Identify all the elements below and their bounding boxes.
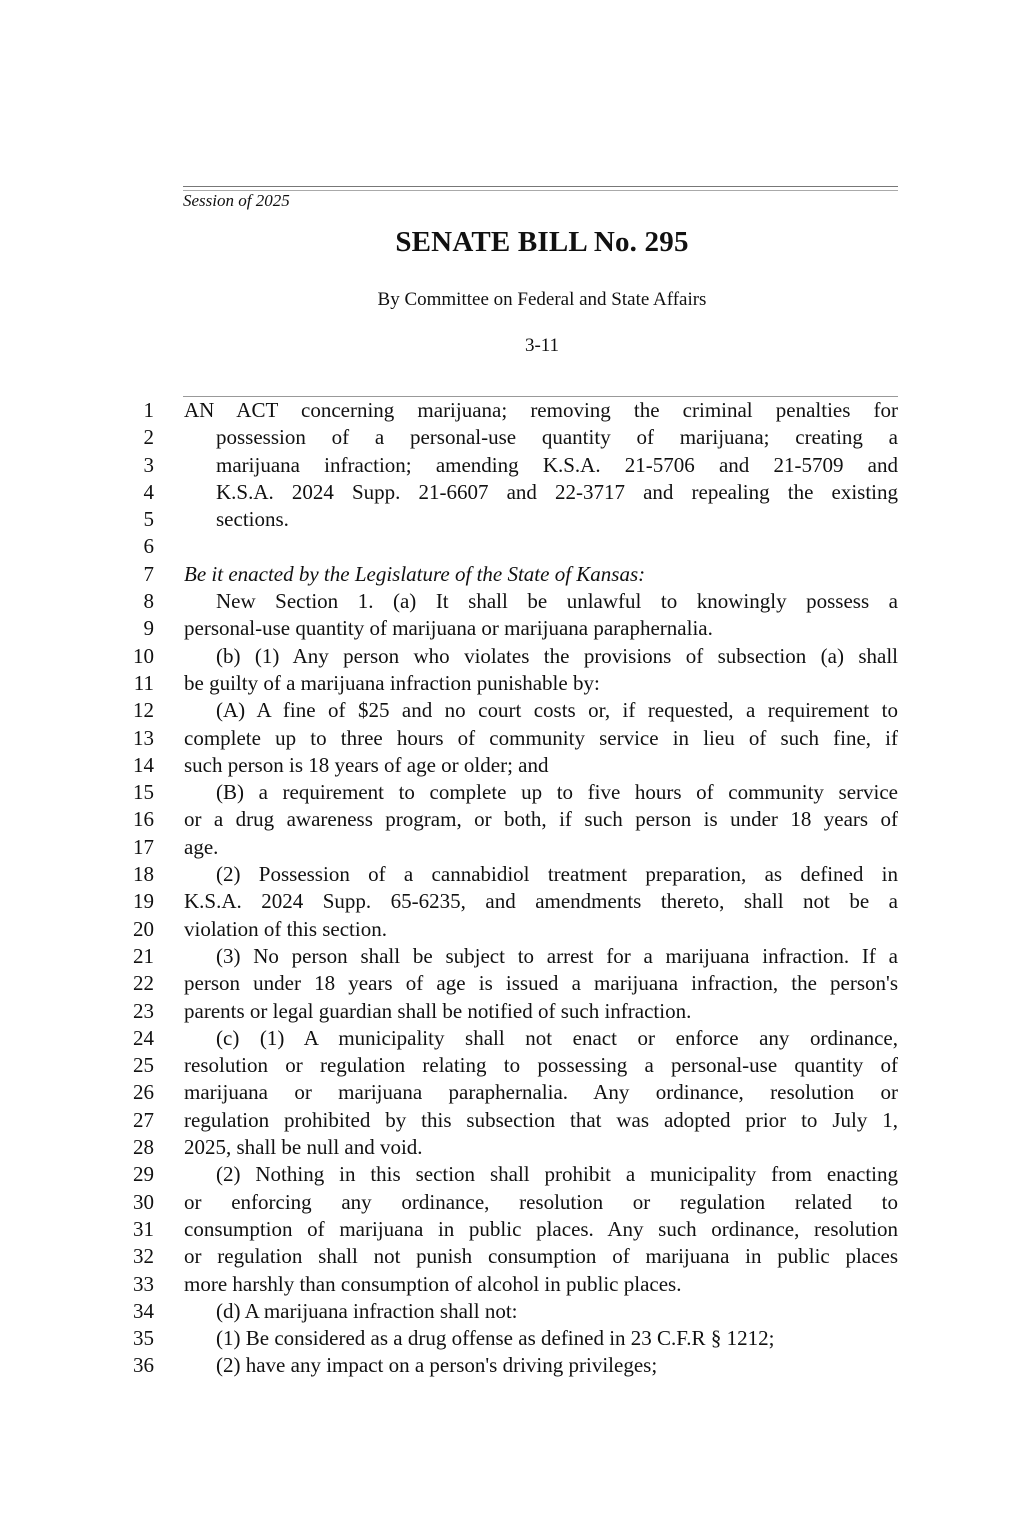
line-text: more harshly than consumption of alcohol in public places.	[184, 1271, 682, 1296]
line-text: person under 18 years of age is issued a marijuana infraction, the person's	[184, 971, 898, 996]
line-number: 16	[133, 807, 154, 832]
line-text: New Section 1. (a) It shall be unlawful to knowingly possess a	[216, 589, 898, 614]
line-text: (2) Nothing in this section shall prohibit a municipality from enacting	[216, 1162, 898, 1187]
bill-sponsor: By Committee on Federal and State Affairs	[377, 289, 707, 310]
line-number: 18	[133, 862, 154, 887]
line-number: 33	[133, 1271, 154, 1296]
bill-line	[0, 725, 1024, 752]
line-number: 7	[143, 561, 154, 586]
line-number: 32	[133, 1244, 154, 1269]
bill-line	[0, 998, 1024, 1025]
line-text: or regulation shall not punish consumption of marijuana in public places	[184, 1244, 898, 1269]
bill-line	[0, 561, 1024, 588]
line-text: resolution or regulation relating to possessing a personal-use quantity of	[184, 1053, 898, 1078]
bill-line	[0, 888, 1024, 915]
bill-line	[0, 615, 1024, 642]
line-number: 22	[133, 971, 154, 996]
line-text: complete up to three hours of community service in lieu of such fine, if	[184, 725, 898, 750]
line-number: 31	[133, 1216, 154, 1241]
line-number: 2	[143, 425, 154, 450]
line-number: 34	[133, 1298, 154, 1323]
line-number: 19	[133, 889, 154, 914]
line-number: 26	[133, 1080, 154, 1105]
line-text: (A) A fine of $25 and no court costs or, if requested, a requirement to	[216, 698, 898, 723]
bill-line	[0, 806, 1024, 833]
line-text: (d) A marijuana infraction shall not:	[216, 1298, 518, 1323]
bill-line	[0, 670, 1024, 697]
bill-line	[0, 1189, 1024, 1216]
line-text: (B) a requirement to complete up to five hours of community service	[216, 780, 898, 805]
line-text: consumption of marijuana in public places. Any such ordinance, resolution	[184, 1216, 898, 1241]
line-text: personal-use quantity of marijuana or marijuana paraphernalia.	[184, 616, 713, 641]
line-text: be guilty of a marijuana infraction punishable by:	[184, 670, 600, 695]
line-text: (3) No person shall be subject to arrest for a marijuana infraction. If a	[216, 943, 898, 968]
bill-title: SENATE BILL No. 295	[395, 226, 689, 258]
bill-line	[0, 643, 1024, 670]
bill-line	[0, 861, 1024, 888]
line-text: or enforcing any ordinance, resolution or regulation related to	[184, 1189, 898, 1214]
bill-line	[0, 452, 1024, 479]
line-text: parents or legal guardian shall be notified of such infraction.	[184, 998, 692, 1023]
line-number: 30	[133, 1189, 154, 1214]
bill-line	[0, 1107, 1024, 1134]
bill-line	[0, 752, 1024, 779]
line-number: 15	[133, 780, 154, 805]
line-number: 27	[133, 1107, 154, 1132]
bill-line	[0, 479, 1024, 506]
line-number: 25	[133, 1053, 154, 1078]
line-number: 12	[133, 698, 154, 723]
session-label: Session of 2025	[183, 191, 290, 210]
line-number: 20	[133, 916, 154, 941]
bill-line	[0, 424, 1024, 451]
line-text: sections.	[216, 507, 289, 532]
line-text: (c) (1) A municipality shall not enact or enforce any ordinance,	[216, 1025, 898, 1050]
line-number: 8	[143, 589, 154, 614]
line-number: 1	[143, 398, 154, 422]
line-number: 6	[143, 534, 154, 559]
bill-line	[0, 834, 1024, 861]
bill-line	[0, 1271, 1024, 1298]
line-number: 14	[133, 752, 154, 777]
line-number: 4	[143, 479, 154, 504]
line-text: Be it enacted by the Legislature of the State of Kansas:	[184, 561, 646, 586]
bill-body	[0, 397, 1024, 1380]
header-rule-top-second	[183, 190, 898, 191]
bill-line	[0, 397, 1024, 424]
bill-line	[0, 916, 1024, 943]
line-text: possession of a personal-use quantity of marijuana; creating a	[216, 425, 898, 450]
line-text: marijuana infraction; amending K.S.A. 21-5706 and 21-5709 and	[216, 452, 898, 477]
line-text: AN ACT concerning marijuana; removing the criminal penalties for	[184, 398, 898, 422]
line-text: (2) have any impact on a person's driving privileges;	[216, 1353, 658, 1378]
line-number: 21	[133, 943, 154, 968]
line-number: 3	[143, 452, 154, 477]
line-number: 5	[143, 507, 154, 532]
line-number: 10	[133, 643, 154, 668]
line-number: 13	[133, 725, 154, 750]
line-number: 35	[133, 1326, 154, 1351]
bill-line	[0, 1052, 1024, 1079]
line-text: age.	[184, 834, 219, 859]
bill-line	[0, 1325, 1024, 1352]
header-rule-top	[183, 186, 898, 187]
line-number: 29	[133, 1162, 154, 1187]
bill-line	[0, 1216, 1024, 1243]
bill-line	[0, 588, 1024, 615]
line-number: 24	[133, 1025, 154, 1050]
bill-line	[0, 943, 1024, 970]
line-number: 11	[133, 670, 154, 695]
bill-line	[0, 697, 1024, 724]
bill-line	[0, 1243, 1024, 1270]
line-number: 28	[133, 1135, 154, 1160]
line-number: 36	[133, 1353, 154, 1378]
bill-line	[0, 1352, 1024, 1379]
line-text: (2) Possession of a cannabidiol treatment preparation, as defined in	[216, 862, 898, 887]
bill-line	[0, 1079, 1024, 1106]
line-number: 17	[133, 834, 154, 859]
line-text: 2025, shall be null and void.	[184, 1135, 423, 1160]
line-text: regulation prohibited by this subsection that was adopted prior to July 1,	[184, 1107, 898, 1132]
line-text: marijuana or marijuana paraphernalia. Any ordinance, resolution or	[184, 1080, 898, 1105]
line-text: (1) Be considered as a drug offense as defined in 23 C.F.R § 1212;	[216, 1326, 775, 1351]
bill-line	[0, 970, 1024, 997]
bill-line	[0, 1161, 1024, 1188]
line-text: (b) (1) Any person who violates the provisions of subsection (a) shall	[216, 643, 898, 668]
bill-line	[0, 506, 1024, 533]
line-text: violation of this section.	[184, 916, 387, 941]
line-text: K.S.A. 2024 Supp. 21-6607 and 22-3717 and repealing the existing	[216, 479, 898, 504]
line-number: 9	[143, 616, 154, 641]
bill-date: 3-11	[524, 335, 560, 356]
line-number: 23	[133, 998, 154, 1023]
bill-line	[0, 533, 1024, 560]
line-text: K.S.A. 2024 Supp. 65-6235, and amendments thereto, shall not be a	[184, 889, 898, 914]
bill-line	[0, 1025, 1024, 1052]
bill-line	[0, 779, 1024, 806]
bill-line	[0, 1298, 1024, 1325]
line-text: or a drug awareness program, or both, if such person is under 18 years of	[184, 807, 898, 832]
line-text: such person is 18 years of age or older; and	[184, 752, 549, 777]
bill-line	[0, 1134, 1024, 1161]
